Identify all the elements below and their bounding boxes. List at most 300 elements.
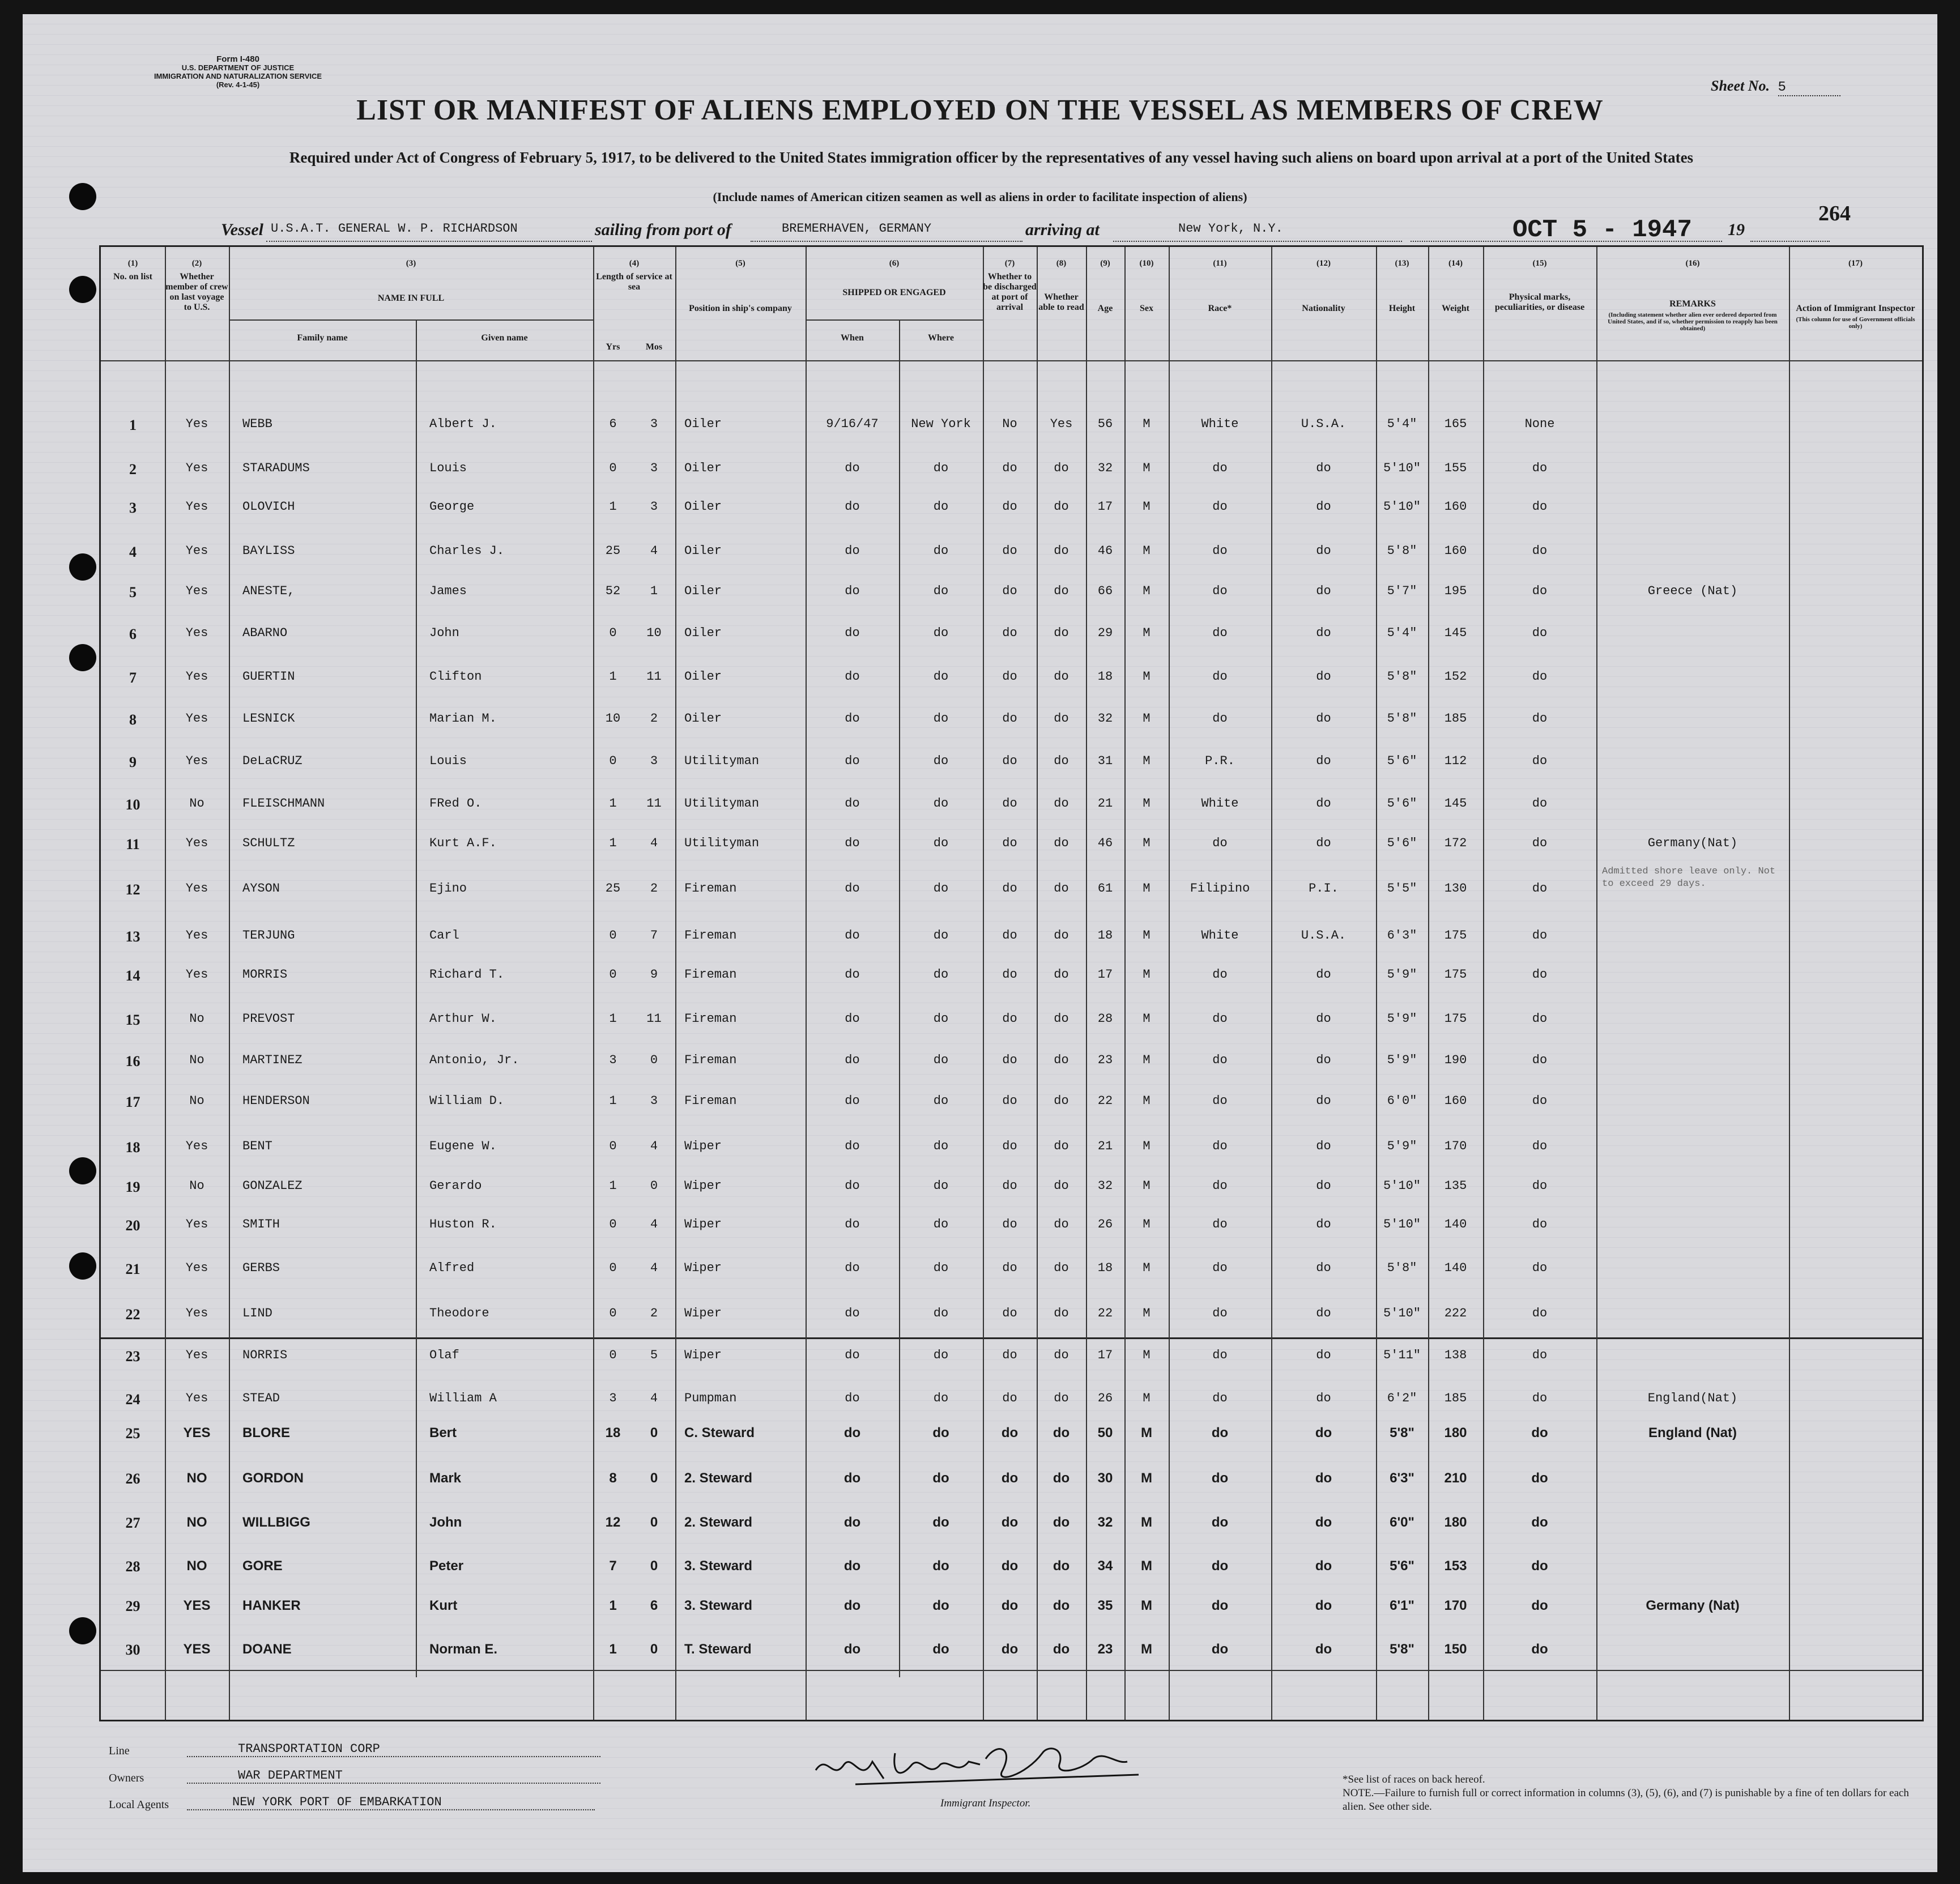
vessel-name: U.S.A.T. GENERAL W. P. RICHARDSON xyxy=(271,221,518,236)
cell-mos: 2 xyxy=(650,881,658,896)
cell-age: 26 xyxy=(1097,1391,1113,1405)
cell-mos: 7 xyxy=(650,928,658,943)
cell-family: FLEISCHMANN xyxy=(242,796,325,811)
cell-read: do xyxy=(1054,1348,1069,1362)
cell-disch: do xyxy=(1002,544,1017,558)
cell-age: 26 xyxy=(1097,1217,1113,1231)
cell-sex: M xyxy=(1143,1053,1151,1067)
cell-nat: do xyxy=(1316,1348,1331,1362)
cell-when: do xyxy=(845,967,860,982)
cell-prev: YES xyxy=(183,1642,211,1657)
cell-disch: do xyxy=(1002,1217,1017,1231)
cell-when: do xyxy=(845,754,860,768)
binder-hole xyxy=(69,1252,96,1280)
cell-race: do xyxy=(1212,461,1228,475)
cell-disch: do xyxy=(1002,584,1017,598)
cell-when: do xyxy=(843,1598,861,1613)
cell-when: do xyxy=(845,881,860,896)
cell-position: 3. Steward xyxy=(684,1558,753,1574)
cell-position: 3. Steward xyxy=(684,1598,753,1613)
table-row xyxy=(101,626,1922,649)
cell-age: 66 xyxy=(1097,584,1113,598)
cell-prev: Yes xyxy=(185,967,208,982)
cell-prev: No xyxy=(189,1012,204,1026)
cell-position: Oiler xyxy=(684,500,722,514)
cell-nat: do xyxy=(1316,796,1331,811)
cell-mos: 11 xyxy=(646,796,662,811)
cell-prev: Yes xyxy=(185,1139,208,1153)
cell-yrs: 0 xyxy=(609,754,617,768)
header-able-to-read: Whether able to read xyxy=(1038,292,1084,312)
cell-marks: do xyxy=(1532,928,1548,943)
cell-family: WILLBIGG xyxy=(242,1515,310,1530)
cell-nat: do xyxy=(1316,670,1331,684)
table-row xyxy=(101,544,1922,566)
cell-sex: M xyxy=(1141,1642,1152,1657)
cell-disch: do xyxy=(1002,1139,1017,1153)
cell-position: Fireman xyxy=(684,1053,737,1067)
cell-sex: M xyxy=(1143,796,1151,811)
binder-hole xyxy=(69,1157,96,1184)
cell-given: Norman E. xyxy=(429,1642,498,1657)
cell-no: 5 xyxy=(129,584,137,600)
cell-position: Wiper xyxy=(684,1306,722,1320)
manifest-sheet xyxy=(23,14,1937,1872)
cell-when: do xyxy=(845,1217,860,1231)
sailing-label: sailing from port of xyxy=(595,220,731,239)
cell-read: do xyxy=(1054,1053,1069,1067)
cell-when: do xyxy=(843,1642,861,1657)
cell-no: 1 xyxy=(129,417,137,433)
header-name-in-full-label: NAME IN FULL xyxy=(377,293,445,303)
cell-yrs: 1 xyxy=(609,1094,617,1108)
cell-no: 11 xyxy=(126,836,140,853)
cell-height: 5'4" xyxy=(1387,417,1417,431)
cell-mos: 0 xyxy=(650,1558,658,1574)
cell-read: do xyxy=(1054,928,1069,943)
cell-read: do xyxy=(1054,796,1069,811)
table-row xyxy=(101,584,1922,607)
cell-weight: 170 xyxy=(1444,1139,1467,1153)
cell-where: do xyxy=(933,881,949,896)
cell-nat: do xyxy=(1316,711,1331,726)
cell-when: do xyxy=(843,1470,861,1486)
cell-yrs: 25 xyxy=(605,881,621,896)
cell-remarks: England (Nat) xyxy=(1648,1425,1737,1440)
cell-sex: M xyxy=(1143,711,1151,726)
cell-race: do xyxy=(1212,584,1228,598)
cell-weight: 172 xyxy=(1444,836,1467,850)
cell-prev: No xyxy=(189,1094,204,1108)
cell-family: PREVOST xyxy=(242,1012,295,1026)
cell-family: GERBS xyxy=(242,1261,280,1275)
cell-race: White xyxy=(1201,417,1239,431)
binder-hole xyxy=(69,553,96,581)
cell-height: 5'11" xyxy=(1383,1348,1421,1362)
cell-position: Fireman xyxy=(684,881,737,896)
cell-race: Filipino xyxy=(1190,881,1250,896)
cell-where: do xyxy=(933,1053,949,1067)
cell-age: 46 xyxy=(1097,544,1113,558)
cell-when: do xyxy=(845,1306,860,1320)
header-shipped-num: (6) xyxy=(889,259,900,268)
table-row xyxy=(101,1348,1922,1371)
cell-nat: do xyxy=(1316,836,1331,850)
cell-race: do xyxy=(1212,500,1228,514)
table-row xyxy=(101,1094,1922,1116)
cell-age: 31 xyxy=(1097,754,1113,768)
cell-position: Fireman xyxy=(684,928,737,943)
cell-position: Oiler xyxy=(684,711,722,726)
cell-when: do xyxy=(843,1425,861,1440)
cell-race: do xyxy=(1211,1558,1229,1574)
cell-mos: 3 xyxy=(650,417,658,431)
cell-race: do xyxy=(1211,1598,1229,1613)
cell-read: do xyxy=(1054,1012,1069,1026)
cell-family: STARADUMS xyxy=(242,461,310,475)
cell-mos: 3 xyxy=(650,461,658,475)
cell-mos: 11 xyxy=(646,1012,662,1026)
cell-no: 3 xyxy=(129,500,137,516)
cell-prev: NO xyxy=(186,1558,207,1574)
table-row xyxy=(101,1425,1922,1448)
cell-age: 32 xyxy=(1097,1515,1113,1530)
cell-mos: 4 xyxy=(650,1139,658,1153)
table-row xyxy=(101,1012,1922,1034)
cell-sex: M xyxy=(1143,1348,1151,1362)
arriving-label: arriving at xyxy=(1025,220,1100,239)
cell-no: 30 xyxy=(125,1642,140,1658)
cell-family: BAYLISS xyxy=(242,544,295,558)
cell-yrs: 0 xyxy=(609,461,617,475)
cell-where: do xyxy=(933,626,949,640)
cell-where: do xyxy=(932,1515,949,1530)
cell-nat: U.S.A. xyxy=(1301,928,1347,943)
cell-disch: do xyxy=(1002,928,1017,943)
cell-where: New York xyxy=(911,417,971,431)
cell-given: Gerardo xyxy=(429,1179,482,1193)
table-row xyxy=(101,866,1922,904)
cell-when: do xyxy=(843,1558,861,1574)
cell-nat: do xyxy=(1315,1642,1332,1657)
cell-nat: do xyxy=(1316,967,1331,982)
cell-weight: 140 xyxy=(1444,1217,1467,1231)
cell-sex: M xyxy=(1143,1012,1151,1026)
cell-no: 2 xyxy=(129,461,137,478)
cell-race: White xyxy=(1201,796,1239,811)
header-name-in-full: (3) xyxy=(406,259,416,268)
cell-position: Oiler xyxy=(684,417,722,431)
header-read-num: (8) xyxy=(1056,259,1067,268)
cell-no: 22 xyxy=(125,1306,140,1323)
cell-position: Utilityman xyxy=(684,754,760,768)
cell-prev: Yes xyxy=(185,584,208,598)
cell-height: 5'8" xyxy=(1390,1642,1414,1657)
cell-yrs: 1 xyxy=(609,1598,617,1613)
cell-position: Oiler xyxy=(684,461,722,475)
cell-position: Utilityman xyxy=(684,836,760,850)
cell-read: do xyxy=(1054,544,1069,558)
cell-weight: 138 xyxy=(1444,1348,1467,1362)
cell-height: 5'10" xyxy=(1383,500,1421,514)
cell-family: OLOVICH xyxy=(242,500,295,514)
table-row xyxy=(101,1139,1922,1162)
cell-sex: M xyxy=(1143,754,1151,768)
cell-age: 21 xyxy=(1097,1139,1113,1153)
cell-yrs: 18 xyxy=(605,1425,621,1440)
cell-no: 26 xyxy=(125,1470,140,1487)
cell-disch: do xyxy=(1002,881,1017,896)
cell-remarks: Admitted shore leave only. Not to exceed 29 days. xyxy=(1602,866,1776,889)
cell-read: do xyxy=(1054,1179,1069,1193)
table-row xyxy=(101,754,1922,777)
cell-mos: 5 xyxy=(650,1348,658,1362)
cell-prev: Yes xyxy=(185,1261,208,1275)
cell-mos: 0 xyxy=(650,1179,658,1193)
cell-marks: do xyxy=(1532,584,1548,598)
header-height: Height xyxy=(1388,304,1416,313)
cell-where: do xyxy=(933,584,949,598)
cell-no: 13 xyxy=(125,928,140,945)
cell-prev: Yes xyxy=(185,417,208,431)
form-revision: (Rev. 4-1-45) xyxy=(216,80,260,89)
cell-read: do xyxy=(1054,1391,1069,1405)
cell-disch: do xyxy=(1002,711,1017,726)
cell-weight: 112 xyxy=(1444,754,1467,768)
cell-when: do xyxy=(845,1391,860,1405)
cell-family: ANESTE, xyxy=(242,584,295,598)
cell-weight: 175 xyxy=(1444,928,1467,943)
cell-weight: 222 xyxy=(1444,1306,1467,1320)
cell-given: Eugene W. xyxy=(429,1139,497,1153)
cell-family: SMITH xyxy=(242,1217,280,1231)
table-row xyxy=(101,711,1922,734)
cell-weight: 180 xyxy=(1444,1425,1467,1440)
table-row xyxy=(101,1053,1922,1076)
cell-no: 20 xyxy=(125,1217,140,1234)
cell-given: Kurt A.F. xyxy=(429,836,497,850)
table-row xyxy=(101,670,1922,692)
cell-position: Fireman xyxy=(684,967,737,982)
cell-where: do xyxy=(932,1470,949,1486)
cell-prev: NO xyxy=(186,1470,207,1486)
cell-yrs: 1 xyxy=(609,500,617,514)
cell-age: 56 xyxy=(1097,417,1113,431)
cell-marks: do xyxy=(1532,1391,1548,1405)
cell-read: do xyxy=(1053,1598,1070,1613)
cell-weight: 153 xyxy=(1444,1558,1467,1574)
cell-nat: do xyxy=(1316,1179,1331,1193)
table-row xyxy=(101,461,1922,484)
cell-prev: Yes xyxy=(185,1306,208,1320)
cell-no: 16 xyxy=(125,1053,140,1069)
cell-position: 2. Steward xyxy=(684,1515,753,1530)
cell-where: do xyxy=(932,1425,949,1440)
cell-nat: do xyxy=(1316,1391,1331,1405)
cell-age: 18 xyxy=(1097,1261,1113,1275)
cell-age: 32 xyxy=(1097,461,1113,475)
cell-sex: M xyxy=(1141,1558,1152,1574)
cell-read: Yes xyxy=(1050,417,1073,431)
cell-height: 6'3" xyxy=(1387,928,1417,943)
cell-given: Charles J. xyxy=(429,544,505,558)
cell-marks: do xyxy=(1532,881,1548,896)
cell-prev: Yes xyxy=(185,670,208,684)
cell-family: BENT xyxy=(242,1139,272,1153)
cell-disch: do xyxy=(1001,1558,1019,1574)
cell-where: do xyxy=(933,1012,949,1026)
header-action-num: (17) xyxy=(1848,259,1863,268)
cell-when: do xyxy=(845,1139,860,1153)
cell-disch: do xyxy=(1001,1642,1019,1657)
cell-family: NORRIS xyxy=(242,1348,288,1362)
cell-yrs: 1 xyxy=(609,836,617,850)
header-family-name: Family name xyxy=(297,333,348,343)
cell-family: SCHULTZ xyxy=(242,836,295,850)
cell-where: do xyxy=(933,796,949,811)
cell-disch: do xyxy=(1002,836,1017,850)
cell-marks: do xyxy=(1531,1558,1548,1574)
cell-age: 29 xyxy=(1097,626,1113,640)
header-race-num: (11) xyxy=(1213,259,1227,268)
cell-height: 5'8" xyxy=(1387,1261,1417,1275)
cell-yrs: 1 xyxy=(609,670,617,684)
cell-nat: do xyxy=(1316,1217,1331,1231)
cell-given: John xyxy=(429,1515,462,1530)
cell-race: do xyxy=(1212,836,1228,850)
cell-height: 5'8" xyxy=(1387,670,1417,684)
cell-prev: Yes xyxy=(185,881,208,896)
cell-age: 23 xyxy=(1097,1642,1113,1657)
cell-marks: do xyxy=(1532,836,1548,850)
cell-sex: M xyxy=(1143,928,1151,943)
cell-family: WEBB xyxy=(242,417,272,431)
cell-marks: do xyxy=(1532,670,1548,684)
cell-height: 6'2" xyxy=(1387,1391,1417,1405)
cell-height: 6'0" xyxy=(1390,1515,1414,1530)
cell-disch: do xyxy=(1002,1053,1017,1067)
cell-given: Olaf xyxy=(429,1348,459,1362)
cell-weight: 135 xyxy=(1444,1179,1467,1193)
cell-nat: do xyxy=(1316,500,1331,514)
cell-read: do xyxy=(1054,461,1069,475)
cell-family: BLORE xyxy=(242,1425,290,1440)
cell-mos: 1 xyxy=(650,584,658,598)
cell-prev: Yes xyxy=(185,928,208,943)
header-age-num: (9) xyxy=(1100,259,1110,268)
cell-marks: do xyxy=(1532,1179,1548,1193)
cell-given: Peter xyxy=(429,1558,464,1574)
cell-disch: do xyxy=(1002,796,1017,811)
sheet-number-label: Sheet No. xyxy=(1711,78,1770,94)
cell-disch: do xyxy=(1002,1094,1017,1108)
table-row xyxy=(101,1391,1922,1414)
cell-where: do xyxy=(933,928,949,943)
cell-marks: do xyxy=(1532,461,1548,475)
cell-read: do xyxy=(1054,836,1069,850)
cell-prev: Yes xyxy=(185,754,208,768)
cell-race: do xyxy=(1212,1012,1228,1026)
cell-no: 23 xyxy=(125,1348,140,1365)
cell-when: do xyxy=(845,461,860,475)
cell-height: 5'9" xyxy=(1387,1053,1417,1067)
cell-disch: do xyxy=(1002,461,1017,475)
cell-family: GONZALEZ xyxy=(242,1179,302,1193)
cell-yrs: 1 xyxy=(609,1012,617,1026)
cell-read: do xyxy=(1054,1261,1069,1275)
cell-weight: 140 xyxy=(1444,1261,1467,1275)
form-number: Form I-480 xyxy=(216,54,259,64)
cell-position: Oiler xyxy=(684,584,722,598)
cell-read: do xyxy=(1054,881,1069,896)
cell-prev: No xyxy=(189,1179,204,1193)
cell-nat: do xyxy=(1316,1139,1331,1153)
cell-weight: 190 xyxy=(1444,1053,1467,1067)
cell-prev: Yes xyxy=(185,1217,208,1231)
line-value: TRANSPORTATION CORP xyxy=(187,1742,600,1757)
cell-where: do xyxy=(933,1306,949,1320)
header-shipped-when: When xyxy=(841,333,864,343)
header-position: Position in ship's company xyxy=(689,304,792,313)
cell-when: do xyxy=(845,670,860,684)
cell-nat: do xyxy=(1316,1053,1331,1067)
cell-yrs: 0 xyxy=(609,1348,617,1362)
cell-where: do xyxy=(933,711,949,726)
cell-age: 34 xyxy=(1097,1558,1113,1574)
cell-position: Wiper xyxy=(684,1348,722,1362)
cell-no: 24 xyxy=(125,1391,140,1408)
cell-no: 18 xyxy=(125,1139,140,1156)
cell-given: Louis xyxy=(429,461,467,475)
cell-height: 5'10" xyxy=(1383,1306,1421,1320)
cell-no: 14 xyxy=(125,967,140,984)
cell-family: GORE xyxy=(242,1558,283,1574)
header-race: Race* xyxy=(1208,304,1232,313)
cell-marks: do xyxy=(1532,1094,1548,1108)
cell-disch: do xyxy=(1002,500,1017,514)
cell-read: do xyxy=(1053,1515,1070,1530)
cell-height: 5'8" xyxy=(1390,1425,1414,1440)
cell-prev: Yes xyxy=(185,1391,208,1405)
cell-where: do xyxy=(933,500,949,514)
cell-height: 5'6" xyxy=(1387,754,1417,768)
cell-read: do xyxy=(1054,626,1069,640)
cell-given: Carl xyxy=(429,928,459,943)
header-nationality-num: (12) xyxy=(1316,259,1331,268)
cell-given: Antonio, Jr. xyxy=(429,1053,519,1067)
cell-disch: do xyxy=(1002,626,1017,640)
cell-race: do xyxy=(1211,1642,1229,1657)
cell-given: Arthur W. xyxy=(429,1012,497,1026)
cell-marks: do xyxy=(1531,1598,1548,1613)
cell-disch: No xyxy=(1002,417,1017,431)
cell-mos: 0 xyxy=(650,1515,658,1530)
cell-when: do xyxy=(845,1348,860,1362)
cell-mos: 11 xyxy=(646,670,662,684)
cell-yrs: 3 xyxy=(609,1391,617,1405)
table-row xyxy=(101,417,1922,440)
cell-prev: No xyxy=(189,796,204,811)
table-row xyxy=(101,967,1922,990)
cell-position: Oiler xyxy=(684,626,722,640)
cell-family: LESNICK xyxy=(242,711,295,726)
cell-read: do xyxy=(1053,1642,1070,1657)
cell-given: Mark xyxy=(429,1470,462,1486)
cell-race: do xyxy=(1211,1515,1229,1530)
cell-height: 5'4" xyxy=(1387,626,1417,640)
vessel-label: Vessel xyxy=(221,220,263,239)
cell-race: do xyxy=(1212,1391,1228,1405)
